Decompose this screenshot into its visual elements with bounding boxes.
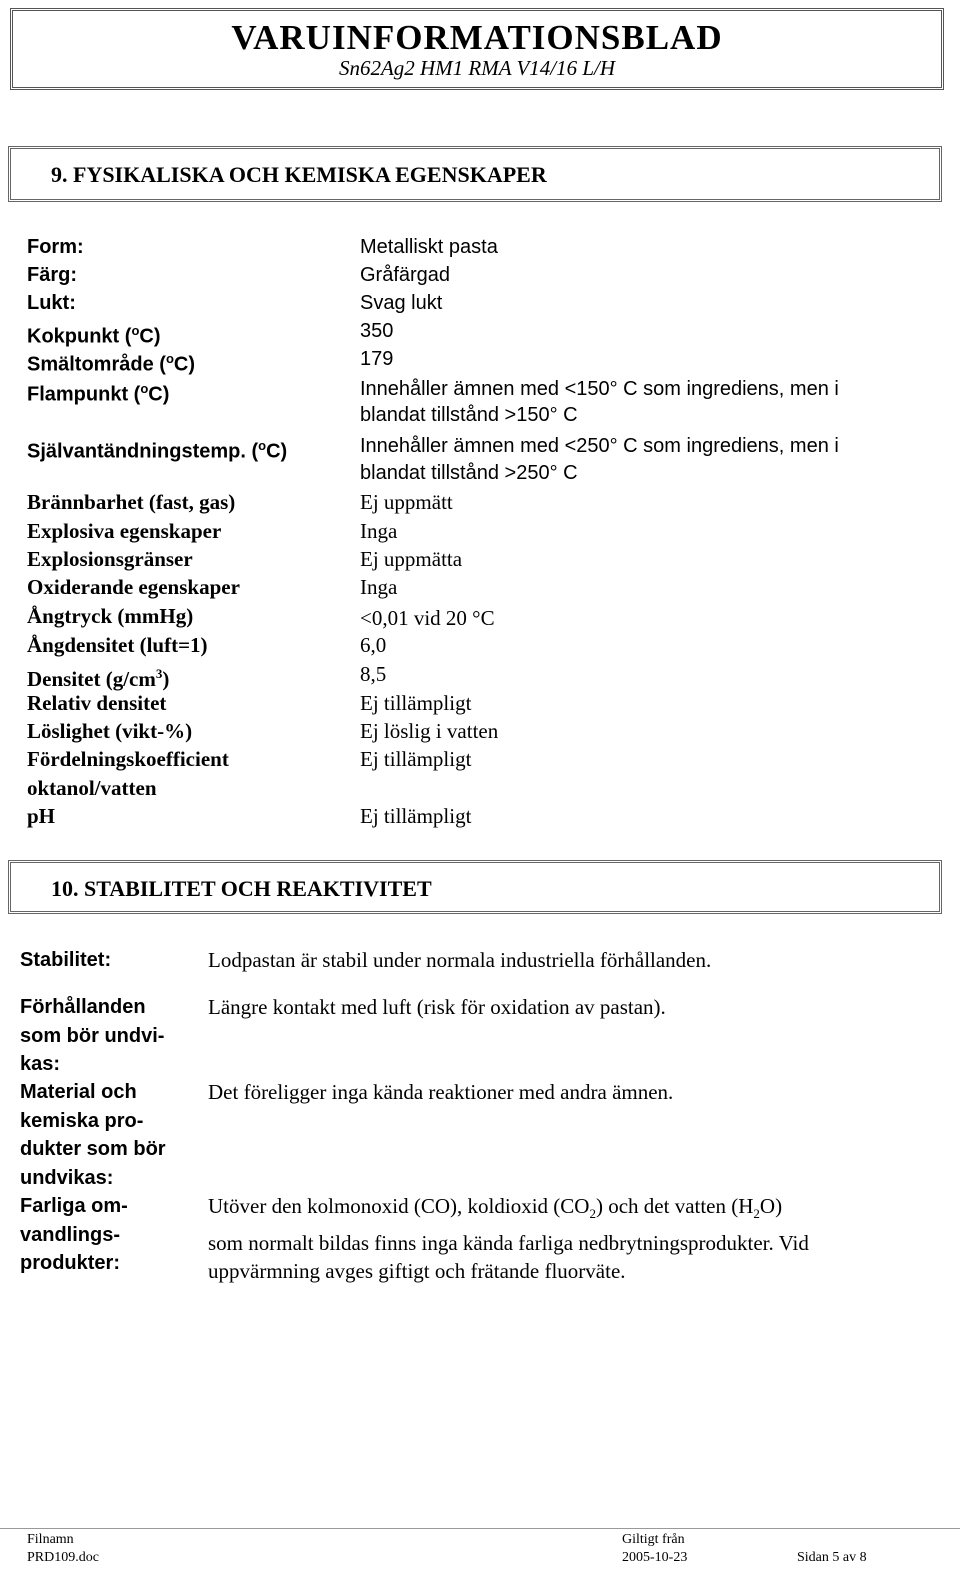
property-value: Inga <box>360 575 398 599</box>
property-label: Självantändningstemp. ($^o$C) <box>27 438 288 463</box>
materials-to-avoid-label: Material och kemiska pro- dukter som bör undvikas: <box>20 1081 166 1189</box>
property-value: Inga <box>360 519 398 543</box>
footer-rule <box>0 1528 960 1529</box>
property-label: Brännbarhet (fast, gas) <box>27 490 236 514</box>
property-label: Densitet $(g/cm^3)$ <box>27 666 170 691</box>
property-value: Ej uppmätt <box>360 490 453 514</box>
property-label: Explosionsgränser <box>27 547 193 571</box>
property-value: Gråfärgad <box>360 264 451 286</box>
property-label: Oxiderande egenskaper <box>27 575 240 599</box>
property-value: 179 <box>360 348 394 370</box>
document-header <box>10 8 944 90</box>
property-label: Flampunkt ($^o$C) <box>27 381 170 406</box>
property-label: Explosiva egenskaper <box>27 519 222 543</box>
property-label: pH <box>27 804 56 828</box>
property-label: Lukt: <box>27 292 76 314</box>
property-value: Ej uppmätta <box>360 547 463 571</box>
property-value: Innehåller ämnen med <150° C som ingrediens, men i <box>360 378 839 400</box>
document-title: VARUINFORMATIONSBLAD <box>231 18 723 57</box>
property-value: <0,01 vid 20 °C <box>360 606 495 630</box>
hazardous-decomposition-label: Farliga om- vandlings- produkter: <box>20 1195 128 1274</box>
property-value: Svag lukt <box>360 292 443 314</box>
section-10-heading: 10. STABILITET OCH REAKTIVITET <box>51 876 432 901</box>
property-value: Ej tillämpligt <box>360 691 472 715</box>
conditions-to-avoid-label: Förhållanden som bör undvi- kas: <box>20 996 165 1075</box>
stability-label: Stabilitet: <box>20 949 112 971</box>
hazardous-decomposition-text: Utöver den kolmonoxid (CO), koldioxid $(CO_2)$ och det vatten $(H_2O)$ som normalt bildas finns inga kända farliga nedbrytningsprodukter. Vid uppvärmning avges giftigt och frätande fluorväte. <box>208 1194 809 1284</box>
property-value: 350 <box>360 320 394 342</box>
materials-to-avoid-text: Det föreligger inga kända reaktioner med andra ämnen. <box>208 1080 674 1104</box>
property-value-cont: blandat tillstånd >150° C <box>360 404 578 426</box>
property-value: Ej tillämpligt <box>360 747 472 771</box>
footer-filename: PRD109.doc <box>27 1550 99 1565</box>
footer-valid-date: 2005-10-23 <box>622 1550 688 1565</box>
property-value: Innehåller ämnen med <250° C som ingrediens, men i <box>360 435 839 457</box>
property-value: 8,5 <box>360 662 387 686</box>
property-value: Metalliskt pasta <box>360 236 498 258</box>
property-value: Ej löslig i vatten <box>360 719 499 743</box>
property-label: Smältområde ($^o$C) <box>27 351 195 376</box>
property-label: Färg: <box>27 264 77 286</box>
section-9-heading: 9. FYSIKALISKA OCH KEMISKA EGENSKAPER <box>51 162 547 187</box>
stability-text: Lodpastan är stabil under normala industriella förhållanden. <box>208 948 712 972</box>
section-9-heading-box <box>8 146 942 202</box>
property-label: Ångtryck (mmHg) <box>27 604 194 628</box>
product-subtitle: Sn62Ag2 HM1 RMA V14/16 L/H <box>338 56 616 80</box>
property-value-cont: blandat tillstånd >250° C <box>360 462 578 484</box>
property-value: Ej tillämpligt <box>360 804 472 828</box>
property-label: Kokpunkt ($^o$C) <box>27 323 161 348</box>
property-value: 6,0 <box>360 633 387 657</box>
property-label: Löslighet (vikt-%) <box>27 719 193 743</box>
property-label: Relativ densitet <box>27 691 167 715</box>
property-label-cont: oktanol/vatten <box>27 776 157 800</box>
property-label: Form: <box>27 236 84 258</box>
footer-filename-label: Filnamn <box>27 1532 74 1547</box>
footer-page-number: Sidan 5 av 8 <box>797 1550 867 1565</box>
property-label: Fördelningskoefficient <box>27 747 229 771</box>
section-10-heading-box <box>8 860 942 914</box>
footer-valid-label: Giltigt från <box>622 1532 685 1547</box>
property-label: Ångdensitet (luft=1) <box>27 633 208 657</box>
conditions-to-avoid-text: Längre kontakt med luft (risk för oxidation av pastan). <box>208 995 666 1019</box>
